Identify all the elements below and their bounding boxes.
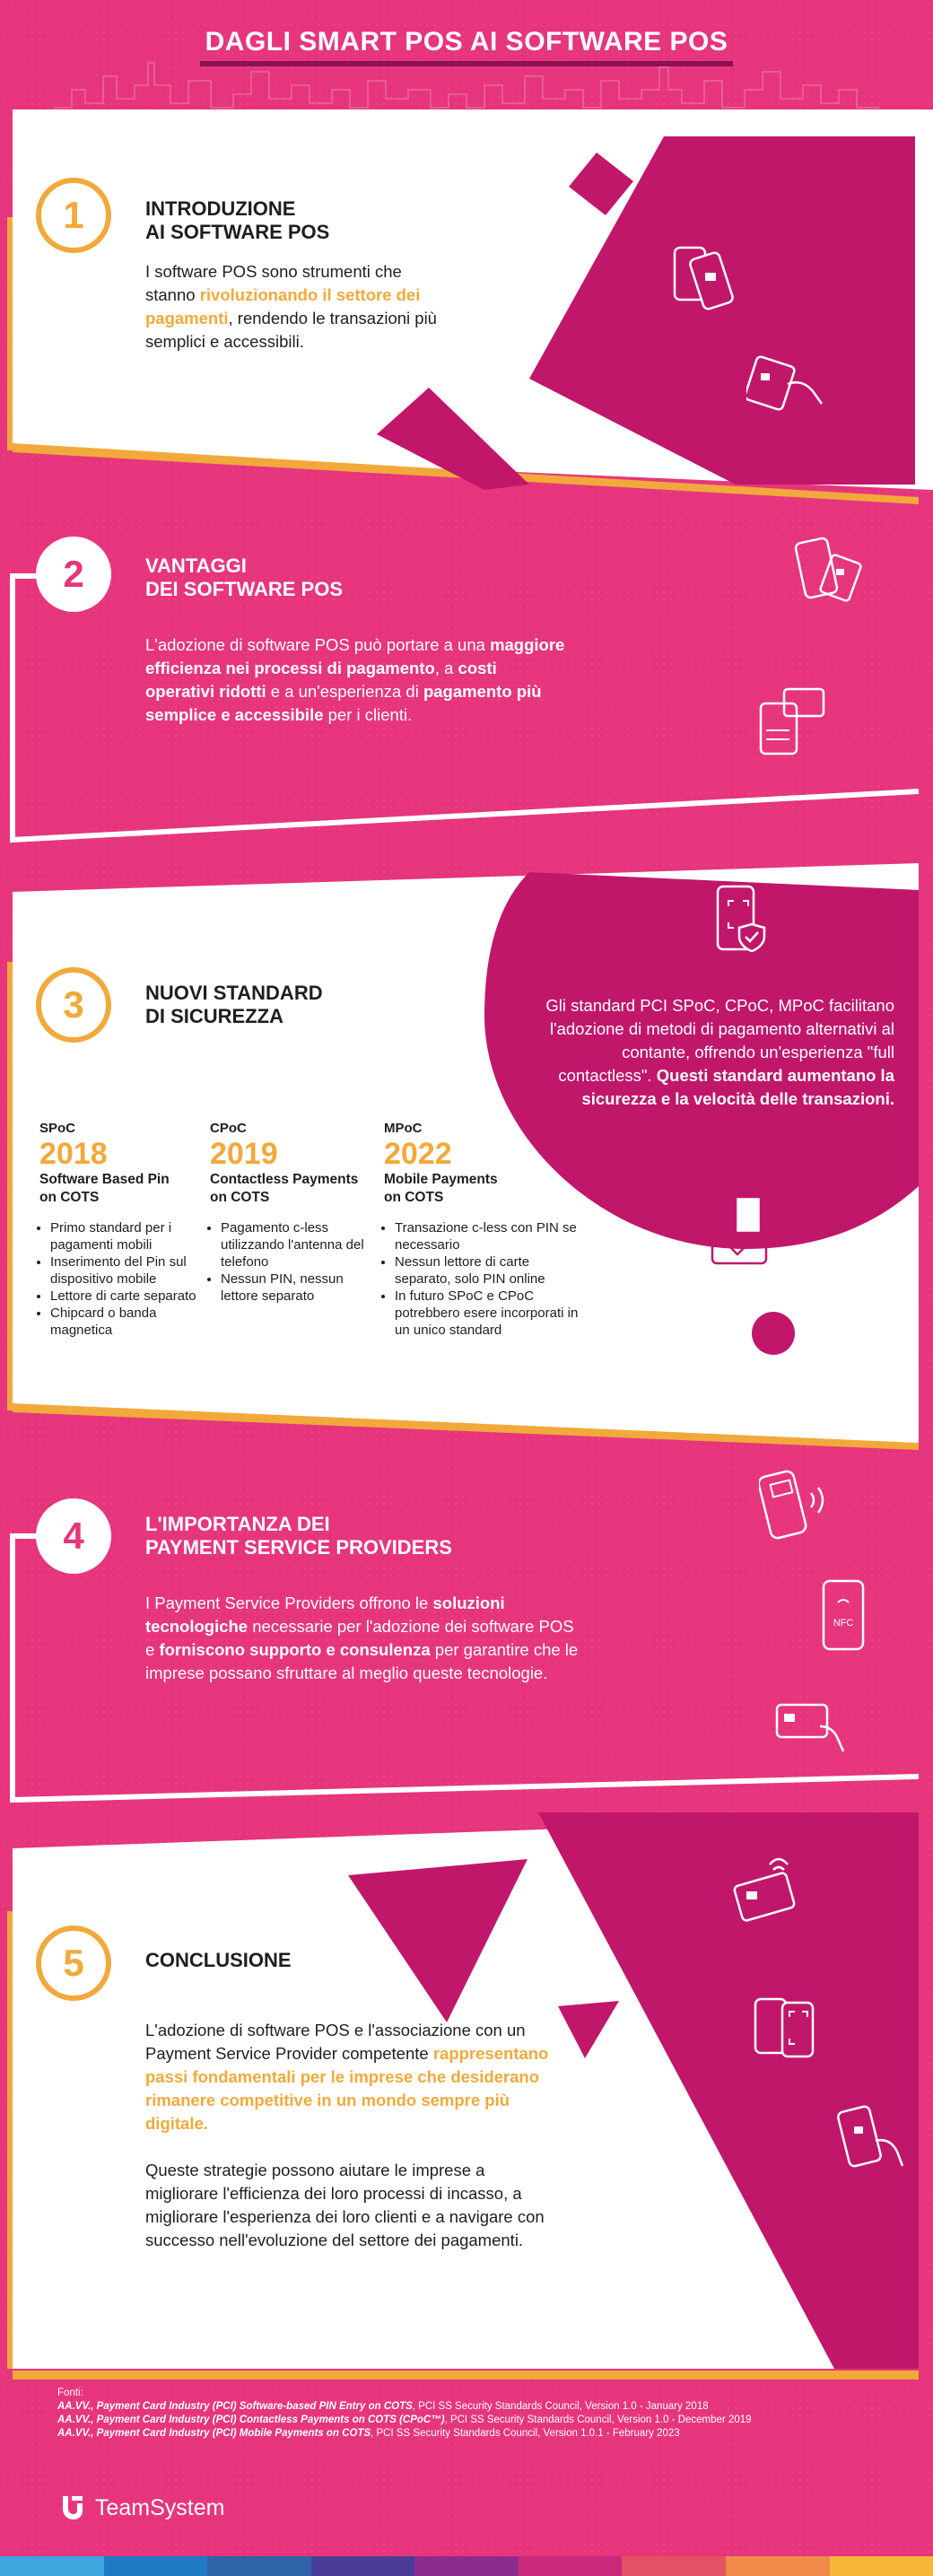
section-5-text <box>145 2019 567 2135</box>
list-item: • Primo standard per i pagamenti mobili <box>50 1219 210 1253</box>
list-item: • Lettore di carte separato <box>50 1288 210 1305</box>
source-title: AA.VV., Payment Card Industry (PCI) Mobile Payments on COTS <box>57 2428 371 2439</box>
section-1-panel <box>0 109 933 513</box>
standard-bullets <box>39 1219 210 1339</box>
section-5-paragraph-2: Queste strategie possono aiutare le imprese a migliorare l'efficienza dei loro processi di incasso, a migliorare l'esperienza dei loro clienti e a navigare con successo nell'evoluzione del settore dei pagamenti. <box>145 2161 545 2249</box>
nfc-phone-icon <box>818 1577 872 1653</box>
section-number-1: 1 <box>36 178 111 253</box>
source-title: AA.VV., Payment Card Industry (PCI) Software-based PIN Entry on COTS <box>57 2401 413 2412</box>
list-item: • Nessun PIN, nessun lettore separato <box>221 1271 380 1305</box>
standard-name-line1: Software Based Pin <box>39 1172 170 1187</box>
standard-year: 2019 <box>210 1137 278 1171</box>
receipt-check-icon <box>709 1193 780 1269</box>
section-2-text-1: L'adozione di software POS può portare a una <box>145 635 491 654</box>
section-1-text-2: , rendendo le transazioni più semplici e accessibili. <box>145 309 437 351</box>
section-3-text-1: Gli standard PCI SPoC, CPoC, MPoC facilitano l'adozione di metodi di pagamento alternativi al contante, offrendo un'esperienza "full contactless". <box>545 996 894 1085</box>
section-2-heading-line2: DEI SOFTWARE POS <box>145 578 344 600</box>
sources-label: Fonti: <box>57 2388 83 2398</box>
standard-spoc <box>39 1120 210 1339</box>
brand-logo <box>57 2493 224 2523</box>
color-bar <box>519 2556 623 2576</box>
standard-cpoc <box>210 1120 380 1305</box>
color-bar <box>830 2556 933 2576</box>
color-bar <box>726 2556 830 2576</box>
card-contactless-icon <box>732 1856 807 1927</box>
standard-bullets <box>210 1219 380 1305</box>
section-3-text <box>525 994 894 1111</box>
section-4-text <box>145 1592 585 1685</box>
section-2-bold-1: maggiore efficienza nei processi di pagamento <box>145 635 565 677</box>
section-number-5: 5 <box>36 1925 111 2001</box>
section-3-bold-1: Questi standard aumentano la sicurezza e la velocità delle transazioni. <box>581 1066 894 1108</box>
standard-name-line2: on COTS <box>384 1190 444 1205</box>
section-4-heading <box>145 1513 452 1559</box>
color-bars <box>0 2556 933 2576</box>
section-4-heading-line2: PAYMENT SERVICE PROVIDERS <box>145 1536 452 1559</box>
standard-bullets <box>384 1219 581 1339</box>
color-bar <box>207 2556 311 2576</box>
section-4-text-2: necessarie per l'adozione dei software POS e <box>145 1617 574 1659</box>
color-bar <box>0 2556 104 2576</box>
section-5-heading-line1: CONCLUSIONE <box>145 1949 292 1971</box>
section-number-3: 3 <box>36 967 111 1043</box>
section-1-heading-line2: AI SOFTWARE POS <box>145 221 330 243</box>
teamsystem-logo-icon <box>57 2493 88 2523</box>
section-1-highlight: rivoluzionando il settore dei pagamenti <box>145 285 421 327</box>
standard-name-line1: Mobile Payments <box>384 1172 498 1187</box>
card-hand-icon <box>773 1699 849 1757</box>
source-details: , PCI SS Security Standards Council, Version 1.0.1 - February 2023 <box>371 2428 680 2439</box>
phone-card-icon <box>791 537 872 612</box>
brand-name: TeamSystem <box>95 2494 225 2520</box>
section-1-heading-line1: INTRODUZIONE <box>145 197 296 220</box>
list-item: • Nessun lettore di carte separato, solo PIN online <box>395 1253 581 1288</box>
section-1-heading <box>145 197 329 244</box>
standard-name-line1: Contactless Payments <box>210 1172 359 1187</box>
card-hand-icon <box>746 352 827 415</box>
section-4-text-1: I Payment Service Providers offrono le <box>145 1594 433 1612</box>
section-2-text <box>145 633 567 727</box>
card-hand-icon <box>754 684 834 764</box>
list-item: • Chipcard o banda magnetica <box>50 1305 210 1339</box>
section-number-2: 2 <box>36 537 111 612</box>
section-4-bold-1: soluzioni tecnologiche <box>145 1594 505 1636</box>
standard-abbr: MPoC <box>384 1121 423 1136</box>
phone-shield-icon <box>712 883 772 955</box>
section-number-4: 4 <box>36 1498 111 1574</box>
pos-terminal-icon <box>759 1468 834 1543</box>
section-1-text-1: I software POS sono strumenti che stanno <box>145 262 402 304</box>
source-item <box>57 2400 883 2414</box>
standard-name-line2: on COTS <box>39 1190 100 1205</box>
section-2-heading <box>145 554 343 601</box>
standard-abbr: SPoC <box>39 1121 76 1136</box>
standard-mpoc <box>384 1120 581 1339</box>
section-4-bold-2: forniscono supporto e consulenza <box>159 1640 431 1659</box>
section-1-text <box>145 260 450 354</box>
color-bar <box>622 2556 726 2576</box>
section-4-heading-line1: L'IMPORTANZA DEI <box>145 1513 330 1535</box>
source-details: , PCI SS Security Standards Council, Version 1.0 - January 2018 <box>412 2401 709 2412</box>
section-2-heading-line1: VANTAGGI <box>145 554 247 577</box>
source-item <box>57 2414 883 2427</box>
source-item <box>57 2427 883 2441</box>
source-title: AA.VV., Payment Card Industry (PCI) Contactless Payments on COTS (CPoC™) <box>57 2414 445 2425</box>
section-3-heading-line1: NUOVI STANDARD <box>145 982 323 1004</box>
list-item: • Pagamento c-less utilizzando l'antenna del telefono <box>221 1219 380 1271</box>
section-5-heading <box>145 1949 292 1972</box>
list-item: • Inserimento del Pin sul dispositivo mobile <box>50 1253 210 1288</box>
phone-card-icon <box>834 2101 910 2177</box>
list-item: • Transazione c-less con PIN se necessario <box>395 1219 581 1253</box>
standard-year: 2018 <box>39 1137 108 1171</box>
color-bar <box>104 2556 208 2576</box>
source-details: , PCI SS Security Standards Council, Version 1.0 - December 2019 <box>444 2414 752 2425</box>
section-5-text-1: L'adozione di software POS e l'associazione con un Payment Service Provider competente <box>145 2021 526 2063</box>
section-4-text-3: per garantire che le imprese possano sfruttare al meglio queste tecnologie. <box>145 1640 579 1682</box>
phone-card-icon <box>752 1994 824 2065</box>
color-bar <box>414 2556 519 2576</box>
standard-abbr: CPoC <box>210 1121 247 1136</box>
section-2-text-2: , a <box>434 659 458 677</box>
standard-year: 2022 <box>384 1137 452 1171</box>
page-title: DAGLI SMART POS AI SOFTWARE POS <box>200 27 734 66</box>
section-5-highlight: rappresentano passi fondamentali per le imprese che desiderano rimanere competitive in un mondo sempre più digitale. <box>145 2044 549 2133</box>
section-2-bold-2: costi operativi ridotti <box>145 659 497 701</box>
section-2-text-3: e a un'esperienza di <box>266 682 423 701</box>
section-3-heading <box>145 982 323 1028</box>
color-bar <box>311 2556 415 2576</box>
section-3-heading-line2: DI SICUREZZA <box>145 1005 283 1027</box>
section-2-text-4: per i clienti. <box>323 705 413 724</box>
sources <box>57 2387 883 2441</box>
svg-text:NFC: NFC <box>833 1618 854 1629</box>
phone-card-icon <box>671 242 743 314</box>
standard-name-line2: on COTS <box>210 1190 270 1205</box>
section-2-bold-3: pagamento più semplice e accessibile <box>145 682 542 724</box>
list-item: • In futuro SPoC e CPoC potrebbero esere incorporati in un unico standard <box>395 1288 581 1339</box>
